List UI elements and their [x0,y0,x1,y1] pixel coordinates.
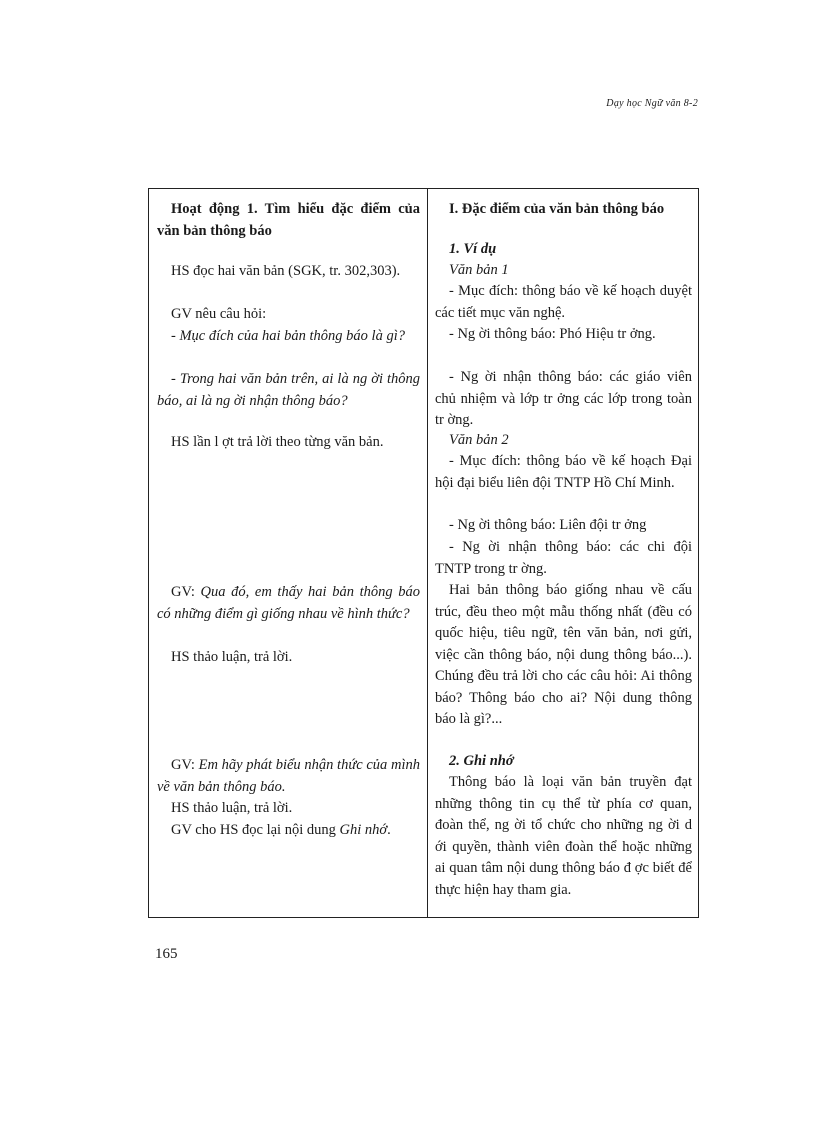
hs-read-text: HS đọc hai văn bản (SGK, tr. 302,303). [171,263,401,279]
text-1-sender: - Ng ời thông báo: Phó Hiệu tr ởng. [449,326,656,342]
lesson-content-column [428,189,698,917]
text-1-label: Văn bản 1 [449,262,509,278]
text-2-label: Văn bản 2 [449,432,509,448]
activity-title: Hoạt động 1. Tìm hiểu đặc điểm của văn bản thông báo [157,201,420,239]
question-purpose: - Mục đích của hai bản thông báo là gì? [171,328,405,344]
text-2-receiver: - Ng ời nhận thông báo: các chi đội TNTP trong tr ờng. [435,539,692,577]
gv-question-similarity: GV: Qua đó, em thấy hai bản thông báo có những điểm gì giống nhau về hình thức? [157,584,420,622]
section-title: I. Đặc điểm của văn bản thông báo [449,201,665,217]
similarity-paragraph: Hai bản thông báo giống nhau về cấu trúc, đều theo một mẫu thống nhất (đều có quốc hiệu, tiêu ngữ, tên văn bản, nơi gửi, việc cần thông báo, nội dung thông báo...). Chúng đều trả lời cho các câu hỏi: Ai thông báo? Thông báo cho ai? Nội dung thông báo là gì?... [435,582,692,727]
lesson-table [148,188,699,918]
running-header: Dạy học Ngữ văn 8-2 [606,98,698,109]
text-2-sender: - Ng ời thông báo: Liên đội tr ởng [449,517,647,533]
hs-discuss-2: HS thảo luận, trả lời. [171,800,293,816]
gv-read-ghinho: GV cho HS đọc lại nội dung Ghi nhớ. [171,822,391,838]
hs-discuss-1: HS thảo luận, trả lời. [171,649,293,665]
text-1-purpose: - Mục đích: thông báo về kế hoạch duyệt các tiết mục văn nghệ. [435,283,692,321]
hs-answer-text: HS lần l ợt trả lời theo từng văn bản. [171,434,384,450]
ghinho-paragraph: Thông báo là loại văn bản truyền đạt những thông tin cụ thể từ phía cơ quan, đoàn thể, ng ời tổ chức cho những ng ời d ới quyền, thành viên đoàn thể hoặc những ai quan tâm nội dung thông báo đ ợc biết để thực hiện hay tham gia. [435,774,692,898]
question-sender-receiver: - Trong hai văn bản trên, ai là ng ời thông báo, ai là ng ời nhận thông báo? [157,371,420,409]
text-2-purpose: - Mục đích: thông báo về kế hoạch Đại hội đại biểu liên đội TNTP Hồ Chí Minh. [435,453,692,491]
teacher-activity-column [149,189,428,917]
subsection-example: 1. Ví dụ [449,241,497,257]
subsection-ghinho: 2. Ghi nhớ [449,753,514,769]
gv-question-definition: GV: Em hãy phát biểu nhận thức của mình về văn bản thông báo. [157,757,420,795]
gv-question-intro: GV nêu câu hỏi: [171,306,267,322]
page-number: 165 [155,946,178,962]
text-1-receiver: - Ng ời nhận thông báo: các giáo viên chủ nhiệm và lớp tr ởng các lớp trong toàn tr ờng. [435,369,692,428]
